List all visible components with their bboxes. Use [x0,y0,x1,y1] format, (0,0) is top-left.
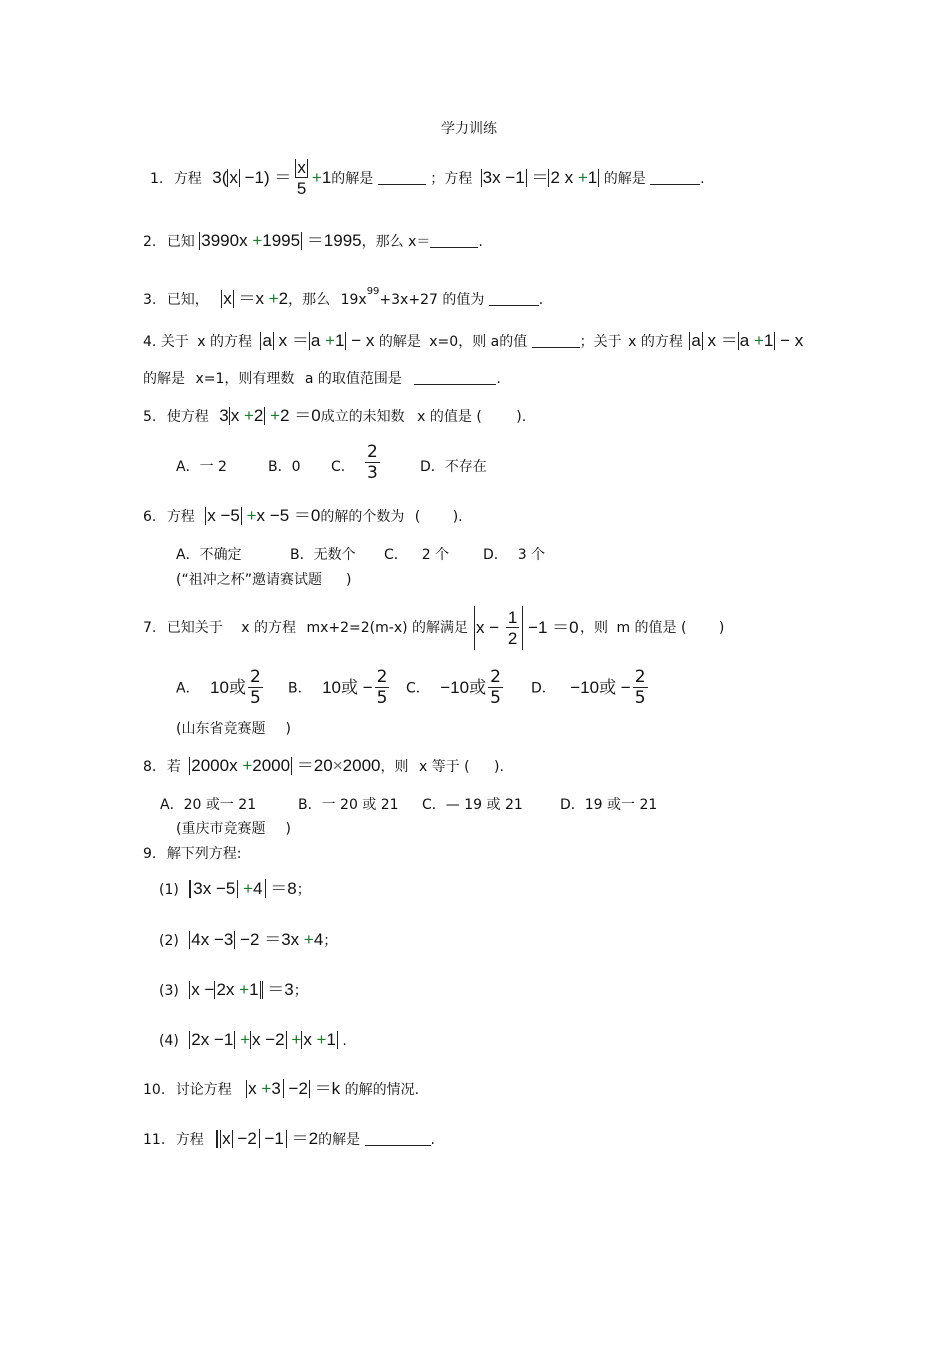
equation: 3x −1 ＝ 2 x +1 [482,167,598,187]
question-1: 1. 方程 3( x −1) ＝ $\frac{x}{5}$ +1的解是 ；方程 3x −1 ＝ 2 x +1 的解是 . [150,158,705,198]
q7-source: (山东省竞赛题 ) [176,721,291,737]
question-4-cont: 的解是 x=1，则有理数 a 的取值范围是 . [143,371,501,387]
question-7: 7. 已知关于 x 的方程 mx+2=2(m-x) 的解满足 [143,620,469,636]
answer-blank [378,170,426,185]
q9-part-3: (3) x − 2x +1 ＝3； [159,980,308,999]
question-6: 6. 方程 x −5 +x −5 ＝0的解的个数为 ( ). [143,506,463,525]
equation: a x ＝ a +1 − x [262,331,375,350]
q5-option-d: D．不存在 [420,459,487,475]
question-3: 3. 已知， x ＝x +2，那么 $19x^{99}+3x+27$ 的值为 . [143,286,544,308]
equation: a x ＝ a +1 − x [691,331,804,350]
q8-option-d: D．19 或一 21 [560,797,658,813]
equation: 3 x +2 +2 ＝0 [219,406,321,425]
answer-blank [532,333,580,348]
page-title: 学力训练 [441,121,497,137]
q5-option-c: C． [331,459,355,475]
answer-blank [365,1131,431,1146]
q5-option-a: A．一 2 [176,459,227,475]
q6-option-b: B．无数个 [290,547,356,563]
equation: x ＝x +2 [223,289,289,308]
equation: 2000x +2000 ＝20×2000 [191,756,381,775]
q6-source: (“祖冲之杯”邀请赛试题 ) [176,572,352,588]
question-4: 4. 关于 x 的方程 a x ＝ a +1 − x 的解是 x=0，则 a的值 ；关于 x 的方程 a x ＝ a +1 − x [143,331,804,350]
question-2: 2. 已知 3990x +1995 ＝1995，那么 x＝ . [143,231,483,250]
q6-option-d: D． 3 个 [483,547,546,563]
q5-option-c-fraction: $\frac{2}{3}$ [367,442,378,483]
q9-part-4: (4) 2x −1 + x −2 + x +1 . [159,1030,347,1049]
question-10: 10. 讨论方程 x +3 −2 ＝k 的解的情况. [143,1079,420,1098]
answer-blank [430,233,478,248]
q7-option-c: C． −10或 $\frac{2}{5}$ [406,667,501,708]
q8-source: (重庆市竞赛题 ) [176,821,291,837]
q6-option-c: C． 2 个 [384,547,450,563]
q5-option-b: B．0 [268,459,301,475]
q9-part-2: (2) 4x −3 −2 ＝3x +4； [159,930,338,949]
answer-blank [414,370,496,385]
question-8: 8. 若 2000x +2000 ＝20×2000，则 x 等于 ( ). [143,756,504,775]
equation: x −5 +x −5 ＝0 [207,506,321,525]
answer-blank [489,291,539,306]
question-7-cont: ，则 m 的值是 ( ) [580,620,725,636]
equation: x −2 −1 ＝2 [216,1129,318,1148]
equation: x +3 −2 ＝k [248,1079,341,1098]
q6-option-a: A．不确定 [176,547,242,563]
q9-part-1: (1) 3x −5 +4 ＝8； [159,879,311,898]
q7-option-a: A． 10或 $\frac{2}{5}$ [176,667,261,708]
question-9: 9. 解下列方程: [143,846,242,862]
q7-option-b: B． 10或 − $\frac{2}{5}$ [288,667,388,708]
answer-blank [650,170,700,185]
question-5: 5. 使方程 3 x +2 +2 ＝0成立的未知数 x 的值是 ( ). [143,406,527,425]
q8-option-c: C．— 19 或 21 [422,797,523,813]
q8-option-a: A．20 或一 21 [160,797,257,813]
q7-option-d: D． −10或 − $\frac{2}{5}$ [531,667,646,708]
equation: 3990x +1995 ＝1995 [201,231,362,250]
equation: 3( x −1) ＝ $\frac{x}{5}$ +1 [212,158,332,198]
q7-equation: x − $\frac{1}{2}$ −1 ＝0 [474,606,579,650]
question-11: 11. 方程 x −2 −1 ＝2的解是 . [143,1129,435,1148]
q8-option-b: B．一 20 或 21 [298,797,399,813]
